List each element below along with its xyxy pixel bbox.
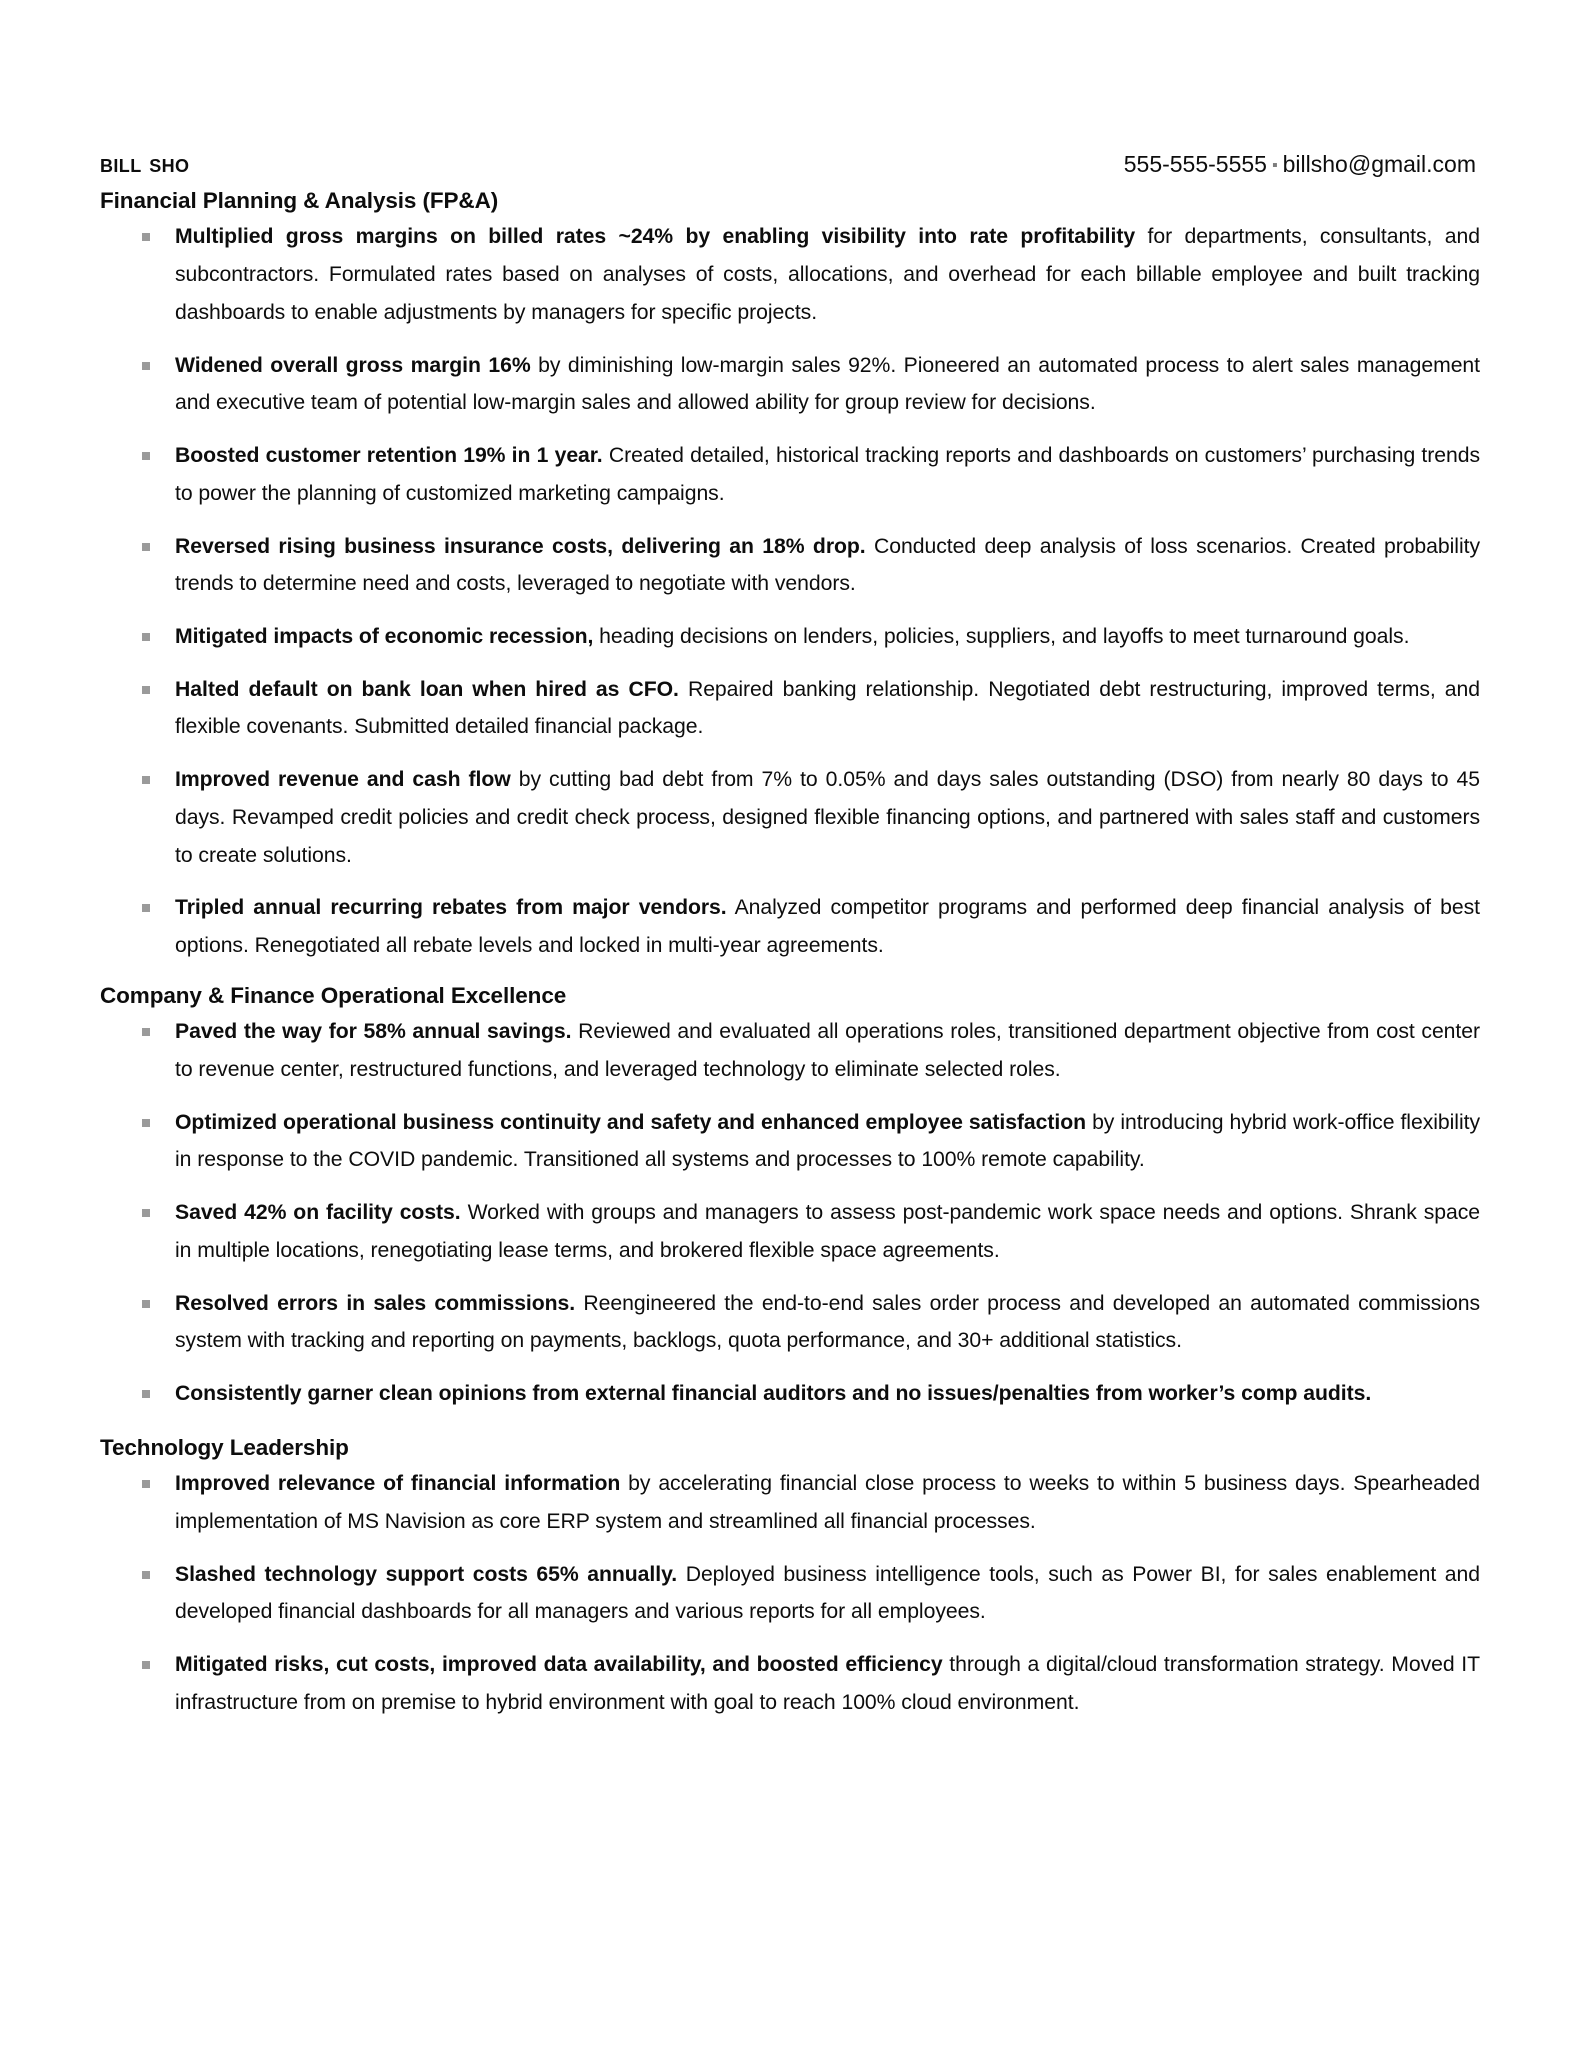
list-item	[100, 1465, 1480, 1540]
square-bullet-icon	[142, 686, 150, 694]
achievement-detail: Reengineered the end-to-end sales order process and developed an automated commissions system with tracking and reporting on payments, backlogs, quota performance, and 30+ additional statistics.	[175, 1291, 1480, 1353]
square-bullet-icon	[142, 1119, 150, 1127]
list-item	[100, 761, 1480, 874]
achievement-highlight: Improved revenue and cash flow	[175, 768, 511, 792]
section-heading: Technology Leadership	[100, 1434, 349, 1460]
square-bullet-icon	[142, 1209, 150, 1217]
achievement-detail: Analyzed competitor programs and performed deep financial analysis of best options. Renegotiated all rebate levels and locked in multi-year agreements.	[175, 896, 1480, 958]
achievement-highlight: Resolved errors in sales commissions.	[175, 1291, 576, 1315]
list-item	[100, 1104, 1480, 1179]
sections-container	[100, 186, 1480, 1722]
achievement-highlight: Optimized operational business continuity and safety and enhanced employee satisfaction	[175, 1110, 1087, 1134]
square-bullet-icon	[142, 233, 150, 241]
square-bullet-icon	[142, 1571, 150, 1579]
square-bullet-icon	[142, 543, 150, 551]
achievement-list	[100, 218, 1480, 964]
section-heading: Financial Planning & Analysis (FP&A)	[100, 188, 499, 213]
list-item	[100, 1194, 1480, 1269]
list-item	[100, 218, 1480, 331]
achievement-detail: for departments, consultants, and subcontractors. Formulated rates based on analyses of costs, allocations, and overhead for each billable employee and built tracking dashboards to enable adjustments by managers for specific projects.	[175, 225, 1480, 324]
achievement-list	[100, 1013, 1480, 1413]
list-item	[100, 1375, 1480, 1413]
achievement-detail: heading decisions on lenders, policies, suppliers, and layoffs to meet turnaround goals.	[593, 624, 1410, 648]
square-bullet-icon	[142, 1480, 150, 1488]
square-bullet-icon	[142, 1300, 150, 1308]
candidate-name: bill sho	[100, 148, 190, 178]
list-item	[100, 528, 1480, 603]
list-item	[100, 1646, 1480, 1721]
separator-bullet-icon: ▪	[1271, 157, 1278, 174]
achievement-highlight: Widened overall gross margin 16%	[175, 353, 531, 377]
achievement-highlight: Mitigated impacts of economic recession,	[175, 624, 594, 648]
achievement-detail: by cutting bad debt from 7% to 0.05% and days sales outstanding (DSO) from nearly 80 days to 45 days. Revamped credit policies and credit check process, designed flexible financing options, and partnered with sales staff and customers to create solutions.	[175, 768, 1481, 867]
achievement-highlight: Slashed technology support costs 65% annually.	[175, 1562, 678, 1586]
achievement-detail: Created detailed, historical tracking reports and dashboards on customers’ purchasing trends to power the planning of customized marketing campaigns.	[175, 444, 1480, 505]
phone-number: 555-555-5555	[1123, 151, 1267, 177]
list-item	[100, 1285, 1480, 1360]
list-item	[100, 889, 1480, 964]
list-item	[100, 1013, 1480, 1088]
achievement-list	[100, 1465, 1480, 1721]
achievement-detail: Conducted deep analysis of loss scenarios. Created probability trends to determine need and costs, leveraged to negotiate with vendors.	[175, 534, 1480, 596]
achievement-detail: Worked with groups and managers to assess post-pandemic work space needs and options. Shrank space in multiple locations, renegotiating lease terms, and brokered flexible space agreements.	[175, 1201, 1480, 1262]
resume-section	[100, 981, 1480, 1413]
achievement-highlight: Mitigated risks, cut costs, improved data availability, and boosted efficiency	[175, 1653, 943, 1677]
square-bullet-icon	[142, 1028, 150, 1036]
achievement-detail: through a digital/cloud transformation strategy. Moved IT infrastructure from on premise to hybrid environment with goal to reach 100% cloud environment.	[175, 1653, 1481, 1714]
list-item	[100, 1556, 1480, 1631]
square-bullet-icon	[142, 776, 150, 784]
section-heading: Company & Finance Operational Excellence	[100, 982, 567, 1008]
square-bullet-icon	[142, 362, 150, 370]
achievement-detail: by accelerating financial close process to weeks to within 5 business days. Spearheaded implementation of MS Navision as core ERP system and streamlined all financial processes.	[175, 1472, 1480, 1533]
achievement-detail: Deployed business intelligence tools, such as Power BI, for sales enablement and developed financial dashboards for all managers and various reports for all employees.	[175, 1562, 1480, 1624]
achievement-highlight: Saved 42% on facility costs.	[175, 1201, 461, 1225]
square-bullet-icon	[142, 904, 150, 912]
document-header	[100, 150, 1480, 180]
achievement-highlight: Paved the way for 58% annual savings.	[175, 1020, 572, 1044]
achievement-detail: Repaired banking relationship. Negotiated debt restructuring, improved terms, and flexible covenants. Submitted detailed financial package.	[175, 677, 1480, 739]
achievement-highlight: Halted default on bank loan when hired as CFO.	[175, 677, 679, 701]
achievement-highlight: Reversed rising business insurance costs, delivering an 18% drop.	[175, 534, 866, 558]
achievement-highlight: Improved relevance of financial information	[175, 1472, 621, 1496]
achievement-highlight: Multiplied gross margins on billed rates ~24% by enabling visibility into rate profitability	[175, 225, 1136, 249]
email-address: billsho@gmail.com	[1282, 151, 1476, 177]
square-bullet-icon	[142, 633, 150, 641]
list-item	[100, 347, 1480, 422]
contact-line	[1124, 153, 1476, 176]
list-item	[100, 671, 1480, 746]
resume-section	[100, 1433, 1480, 1722]
list-item	[100, 437, 1480, 512]
square-bullet-icon	[142, 1390, 150, 1398]
achievement-detail: Reviewed and evaluated all operations roles, transitioned department objective from cost center to revenue center, restructured functions, and leveraged technology to eliminate selected roles.	[175, 1020, 1480, 1081]
square-bullet-icon	[142, 1661, 150, 1669]
achievement-highlight: Boosted customer retention 19% in 1 year.	[175, 444, 603, 468]
achievement-text: Consistently garner clean opinions from external financial auditors and no issues/penalties from worker’s comp audits.	[175, 1382, 1372, 1406]
achievement-detail: by diminishing low-margin sales 92%. Pioneered an automated process to alert sales management and executive team of potential low-margin sales and allowed ability for group review for decisions.	[175, 353, 1480, 415]
achievement-detail: by introducing hybrid work-office flexibility in response to the COVID pandemic. Transitioned all systems and processes to 100% remote capability.	[175, 1110, 1480, 1172]
achievement-highlight: Tripled annual recurring rebates from major vendors.	[175, 896, 727, 920]
list-item	[100, 618, 1480, 656]
square-bullet-icon	[142, 452, 150, 460]
resume-section	[100, 186, 1480, 965]
